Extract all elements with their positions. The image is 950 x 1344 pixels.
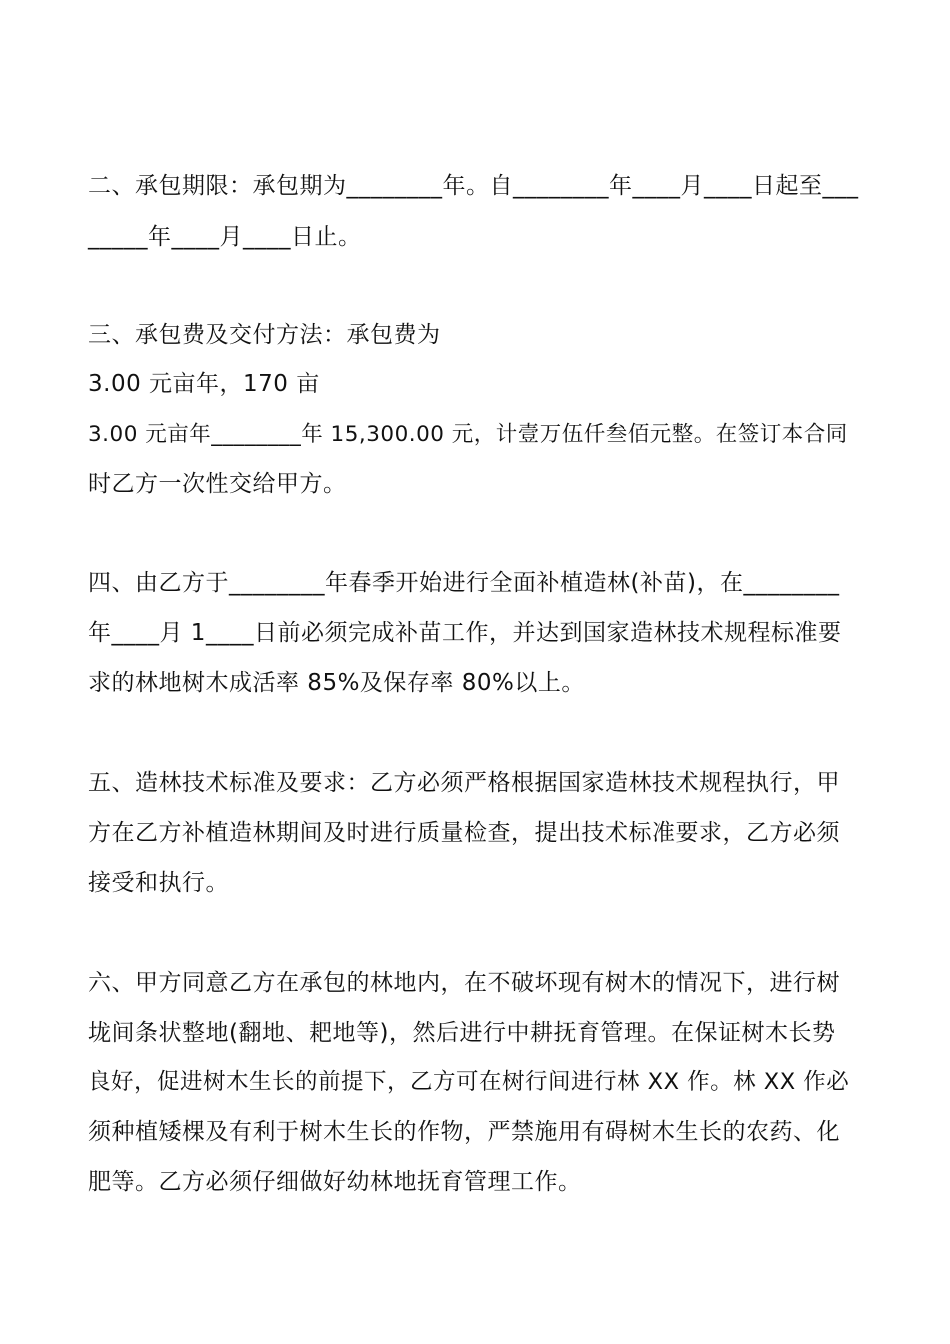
paragraph-line: 3.00 元亩年，170 亩 [88,371,320,397]
paragraph-line: 垅间条状整地(翻地、耙地等)，然后进行中耕抚育管理。在保证树木长势 [88,1020,836,1046]
paragraph-line: 3.00 元亩年________年 15,300.00 元，计壹万伍仟叁佰元整。在签订本合同 [88,422,848,447]
paragraph-line: 年____月 1____日前必须完成补苗工作，并达到国家造林技术规程标准要 [88,620,842,646]
paragraph-line: 肥等。乙方必须仔细做好幼林地抚育管理工作。 [88,1169,582,1195]
paragraph-line: 须种植矮棵及有利于树木生长的作物，严禁施用有碍树木生长的农药、化 [88,1119,840,1145]
paragraph-line: 四、由乙方于________年春季开始进行全面补植造林(补苗)，在________ [88,570,840,596]
paragraph-line: 三、承包费及交付方法：承包费为 [88,322,441,348]
paragraph-line: 二、承包期限：承包期为________年。自________年____月____日起至___ [88,173,859,199]
paragraph-line: _____年____月____日止。 [88,224,362,250]
paragraph-line: 求的林地树木成活率 85%及保存率 80%以上。 [88,670,585,696]
paragraph-line: 方在乙方补植造林期间及时进行质量检查，提出技术标准要求，乙方必须 [88,820,840,846]
paragraph-line: 六、甲方同意乙方在承包的林地内，在不破坏现有树木的情况下，进行树 [88,970,840,996]
paragraph-line: 良好，促进树木生长的前提下，乙方可在树行间进行林 XX 作。林 XX 作必 [88,1069,850,1095]
paragraph-line: 五、造林技术标准及要求：乙方必须严格根据国家造林技术规程执行，甲 [88,770,840,796]
paragraph-line: 时乙方一次性交给甲方。 [88,471,347,497]
paragraph-line: 接受和执行。 [88,870,229,896]
